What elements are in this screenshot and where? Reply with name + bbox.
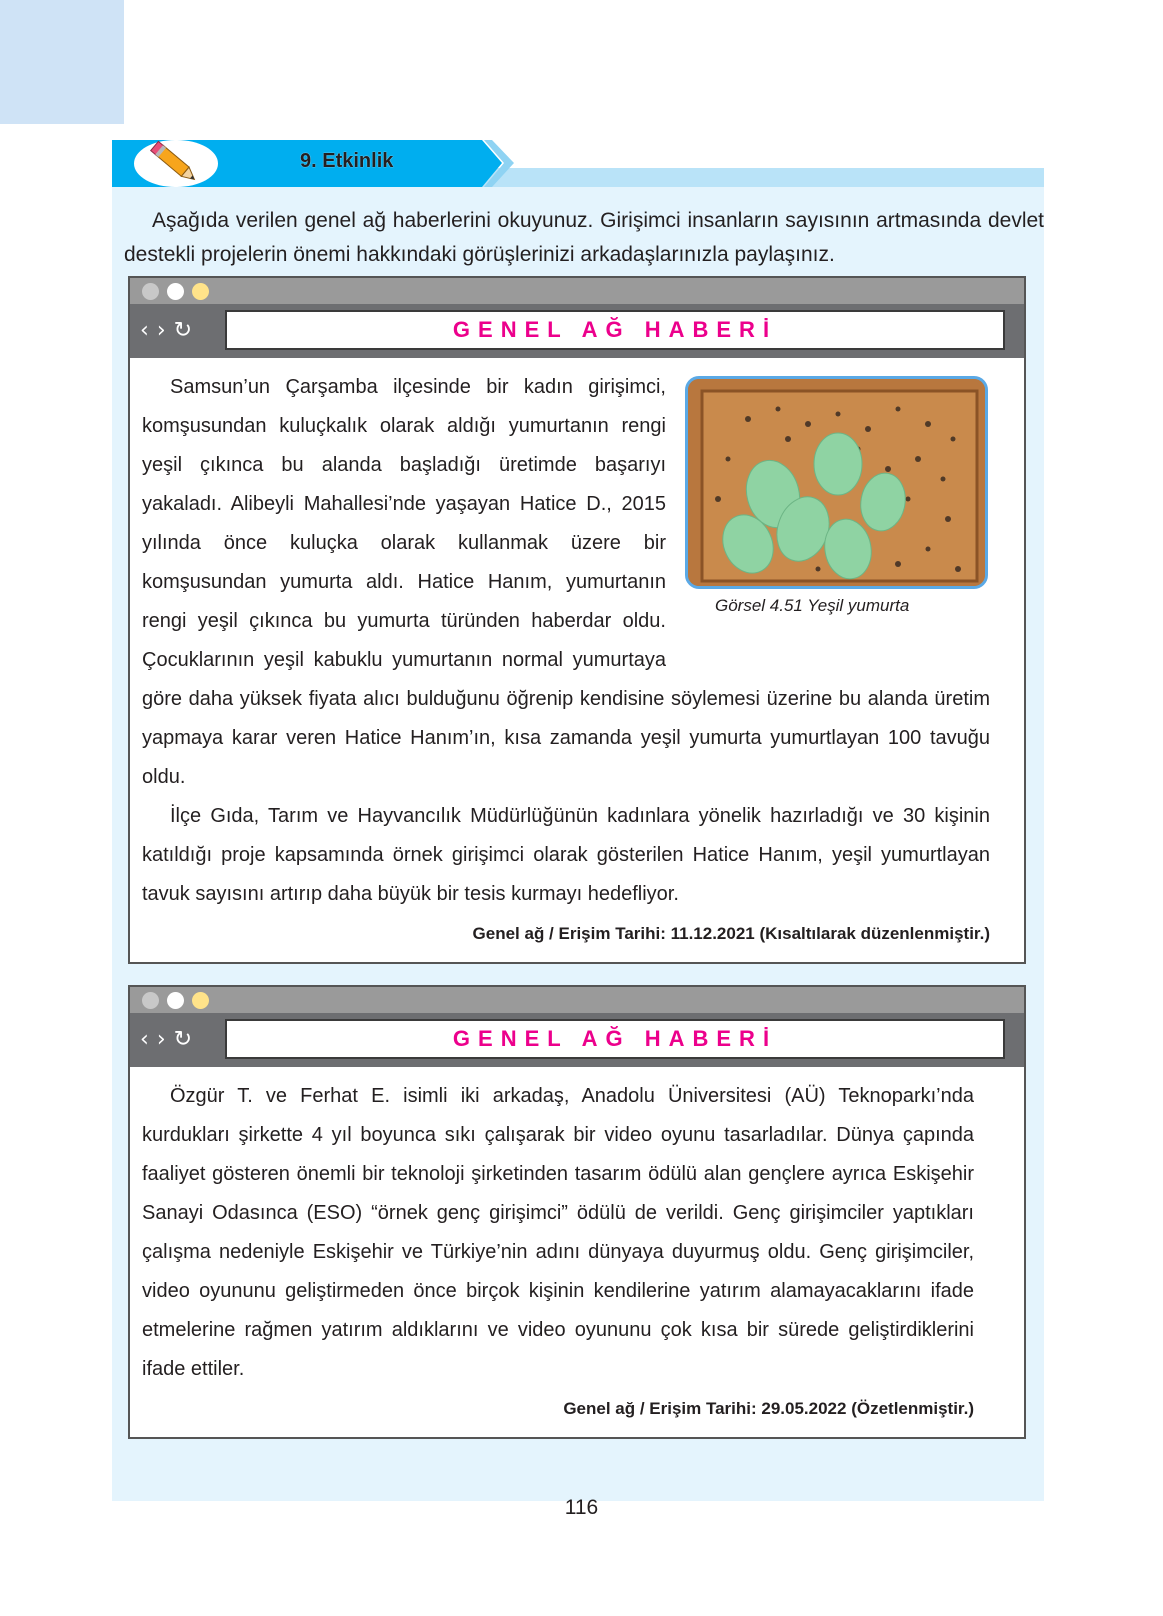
- address-bar[interactable]: [225, 310, 1005, 350]
- window-dot-white: [167, 992, 184, 1009]
- corner-block: [0, 0, 124, 124]
- header-light-band: [482, 168, 1044, 187]
- address-title: GENEL AĞ HABERİ: [452, 1026, 778, 1051]
- activity-header: [112, 140, 1044, 187]
- window-dot-gray: [142, 992, 159, 1009]
- window-dot-gray: [142, 283, 159, 300]
- news-article-1: [130, 358, 1024, 958]
- green-eggs-image: [685, 376, 988, 589]
- reload-icon[interactable]: ↻: [173, 318, 193, 343]
- green-eggs-photo: [688, 379, 988, 589]
- browser-nav-bar: [130, 1013, 1024, 1067]
- back-arrow-icon[interactable]: ‹: [140, 1027, 149, 1052]
- browser-nav-bar: [130, 304, 1024, 358]
- activity-title: 9. Etkinlik: [300, 150, 394, 172]
- news2-body: [142, 1077, 974, 1389]
- news1-paragraph-1: Samsun’un Çarşamba ilçesinde bir kadın girişimci, komşusundan kuluçkalık olarak aldığı yumurtanın rengi yeşil çıkınca bu alanda başladığı üretimde başarıyı yakaladı. Alibeyli Mahallesi’nde yaşayan Hatice D., 2015 yılında önce kuluçka olarak kullanmak üzere bir komşusundan yumurta aldı. Hatice Hanım, yumurtanın rengi yeşil çıkınca bu yumurta türünden haberdar oldu. Çocuklarının yeşil kabuklu yumurtanın normal yumurtaya göre daha yüksek fiyata alıcı bulduğunu öğrenip kendisine söylemesi üzerine bu alanda üretim yapmaya karar veren Hatice Hanım’ın, kısa zamanda yeşil yumurta yumurtlayan 100 tavuğu oldu.: [142, 376, 990, 788]
- activity-instructions: [124, 204, 1044, 272]
- news2-paragraph-1: Özgür T. ve Ferhat E. isimli iki arkadaş, Anadolu Üniversitesi (AÜ) Teknoparkı’nda kurdukları şirkette 4 yıl boyunca sıkı çalışarak bir video oyunu tasarladılar. Dünya çapında faaliyet gösteren önemli bir teknoloji şirketinden tasarım ödülü alan gençlere ayrıca Eskişehir Sanayi Odasınca (ESO) “örnek genç girişimci” ödülü de verildi. Genç girişimciler yaptıkları çalışma nedeniyle Eskişehir ve Türkiye’nin adını dünyaya duyurmuş oldu. Genç girişimciler, video oyununu geliştirmeden önce birçok kişinin kendilerine yatırım alamayacaklarını ifade etmelerine rağmen yatırım aldıklarını ve video oyununu çok kısa bir sürede geliştirdiklerini ifade ettiler.: [142, 1085, 974, 1380]
- address-title: GENEL AĞ HABERİ: [452, 317, 778, 342]
- browser-title-bar: [130, 278, 1024, 304]
- forward-arrow-icon[interactable]: ›: [156, 318, 166, 343]
- figure-caption: Görsel 4.51 Yeşil yumurta: [715, 596, 910, 615]
- window-dot-white: [167, 283, 184, 300]
- forward-arrow-icon[interactable]: ›: [156, 1027, 166, 1052]
- page-number: 116: [564, 1496, 599, 1519]
- window-dot-yellow: [192, 283, 209, 300]
- pencil-icon: [134, 140, 218, 187]
- intro-text: Aşağıda verilen genel ağ haberlerini okuyunuz. Girişimci insanların sayısının artmasında devlet destekli projelerin önemi hakkındaki görüşlerinizi arkadaşlarınızla paylaşınız.: [124, 209, 1044, 266]
- pencil-bubble: [134, 140, 218, 187]
- news-browser-1: [128, 276, 1026, 964]
- address-bar[interactable]: [225, 1019, 1005, 1059]
- news1-source: Genel ağ / Erişim Tarihi: 11.12.2021 (Kısaltılarak düzenlenmiştir.): [472, 924, 990, 943]
- back-arrow-icon[interactable]: ‹: [140, 318, 149, 343]
- browser-title-bar: [130, 987, 1024, 1013]
- news-browser-2: [128, 985, 1026, 1439]
- news1-paragraph-2: İlçe Gıda, Tarım ve Hayvancılık Müdürlüğünün kadınlara yönelik hazırladığı ve 30 kişinin katıldığı proje kapsamında örnek girişimci olarak gösterilen Hatice Hanım, yeşil yumurtlayan tavuk sayısını artırıp daha büyük bir tesis kurmayı hedefliyor.: [142, 805, 990, 905]
- news2-source: Genel ağ / Erişim Tarihi: 29.05.2022 (Özetlenmiştir.): [563, 1399, 974, 1418]
- window-dot-yellow: [192, 992, 209, 1009]
- reload-icon[interactable]: ↻: [173, 1027, 193, 1052]
